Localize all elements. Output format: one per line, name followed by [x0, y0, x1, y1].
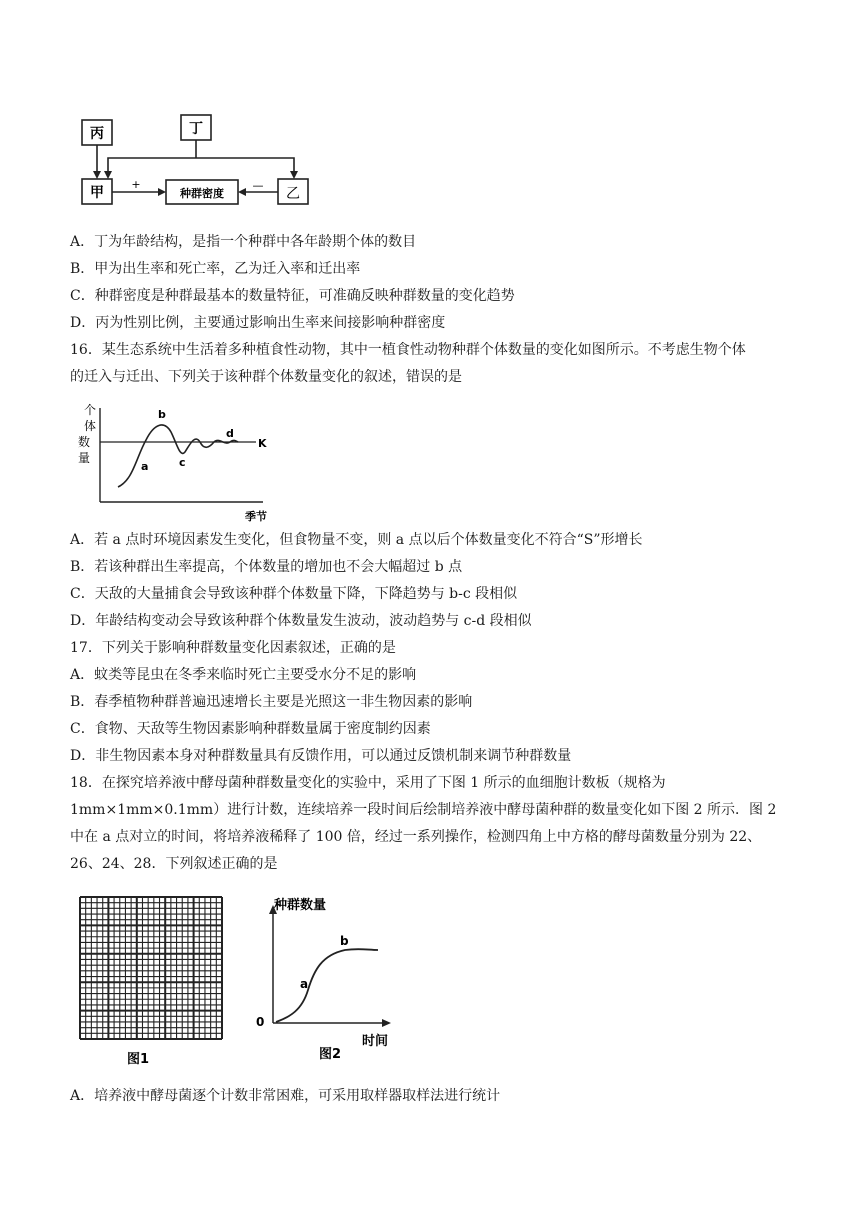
q17-stem: 17．下列关于影响种群数量变化因素叙述，正确的是 — [70, 640, 396, 656]
point-b: b — [158, 408, 166, 421]
point-d: d — [226, 427, 234, 440]
q16-option-c: C．天敌的大量捕食会导致该种群个体数量下降，下降趋势与 b-c 段相似 — [70, 586, 518, 602]
point-a-fig2: a — [300, 977, 309, 991]
ylabel-char-3: 数 — [78, 435, 91, 449]
q16-option-b: B．若该种群出生率提高，个体数量的增加也不会大幅超过 b 点 — [70, 559, 463, 575]
population-curve — [118, 425, 238, 487]
q15-option-d: D．丙为性别比例，主要通过影响出生率来间接影响种群密度 — [70, 315, 446, 331]
q18-stem-line1: 18．在探究培养液中酵母菌种群数量变化的实验中，采用了下图 1 所示的血细胞计数板（规格为 — [70, 775, 666, 791]
label-bing: 丙 — [90, 126, 104, 142]
q17-option-c: C．食物、天敌等生物因素影响种群数量属于密度制约因素 — [70, 721, 431, 737]
label-density: 种群密度 — [180, 187, 224, 200]
label-k: K — [258, 437, 267, 450]
point-a: a — [141, 460, 149, 473]
q15-option-c: C．种群密度是种群最基本的数量特征，可准确反映种群数量的变化趋势 — [70, 288, 515, 304]
label-ding: 丁 — [189, 121, 203, 137]
caption-figure-1: 图1 — [126, 1052, 150, 1067]
point-b-fig2: b — [340, 934, 349, 948]
hemocytometer-grid-figure — [78, 895, 228, 1070]
origin-zero: 0 — [256, 1015, 265, 1029]
population-fluctuation-graph — [78, 400, 278, 525]
point-c: c — [179, 456, 186, 469]
yeast-growth-graph — [250, 895, 425, 1070]
ylabel-char-2: 体 — [84, 419, 97, 433]
ylabel-char-1: 个 — [84, 403, 97, 417]
q15-option-b: B．甲为出生率和死亡率，乙为迁入率和迁出率 — [70, 261, 361, 277]
q17-option-d: D．非生物因素本身对种群数量具有反馈作用，可以通过反馈机制来调节种群数量 — [70, 748, 572, 764]
q16-option-d: D．年龄结构变动会导致该种群个体数量发生波动，波动趋势与 c-d 段相似 — [70, 613, 532, 629]
q18-stem-line4: 26、24、28．下列叙述正确的是 — [70, 856, 278, 872]
q18-stem-line3: 中在 a 点对立的时间，将培养液稀释了 100 倍，经过一系列操作，检测四角上中方格的酵母菌数量分别为 22、 — [70, 829, 762, 845]
q17-option-a: A．蚊类等昆虫在冬季来临时死亡主要受水分不足的影响 — [70, 667, 417, 683]
caption-figure-2: 图2 — [318, 1047, 342, 1062]
xlabel-season: 季节 — [245, 510, 267, 523]
q15-option-a: A．丁为年龄结构，是指一个种群中各年龄期个体的数目 — [70, 234, 417, 250]
label-yi: 乙 — [286, 186, 300, 202]
xlabel-time: 时间 — [362, 1034, 389, 1049]
s-curve — [276, 949, 378, 1022]
ylabel-char-4: 量 — [78, 451, 91, 465]
q18-option-a: A．培养液中酵母菌逐个计数非常困难，可采用取样器取样法进行统计 — [70, 1088, 501, 1104]
q16-option-a: A．若 a 点时环境因素发生变化，但食物量不变，则 a 点以后个体数量变化不符合“S”形增长 — [70, 532, 643, 548]
label-jia: 甲 — [90, 185, 104, 201]
q18-stem-line2: 1mm×1mm×0.1mm）进行计数，连续培养一段时间后绘制培养液中酵母菌种群的数量变化如下图 2 所示．图 2 — [70, 802, 777, 818]
hemocytometer-grid — [80, 897, 222, 1039]
q16-stem-line1: 16．某生态系统中生活着多种植食性动物，其中一植食性动物种群个体数量的变化如图所示。不考虑生物个体 — [70, 342, 746, 358]
ylabel-population: 种群数量 — [274, 898, 327, 913]
q16-stem-line2: 的迁入与迁出、下列关于该种群个体数量变化的叙述，错误的是 — [70, 369, 462, 385]
sign-plus: + — [131, 178, 141, 191]
q17-option-b: B．春季植物种群普遍迅速增长主要是光照这一非生物因素的影响 — [70, 694, 473, 710]
population-density-diagram — [78, 112, 318, 212]
sign-minus: — — [252, 179, 264, 192]
